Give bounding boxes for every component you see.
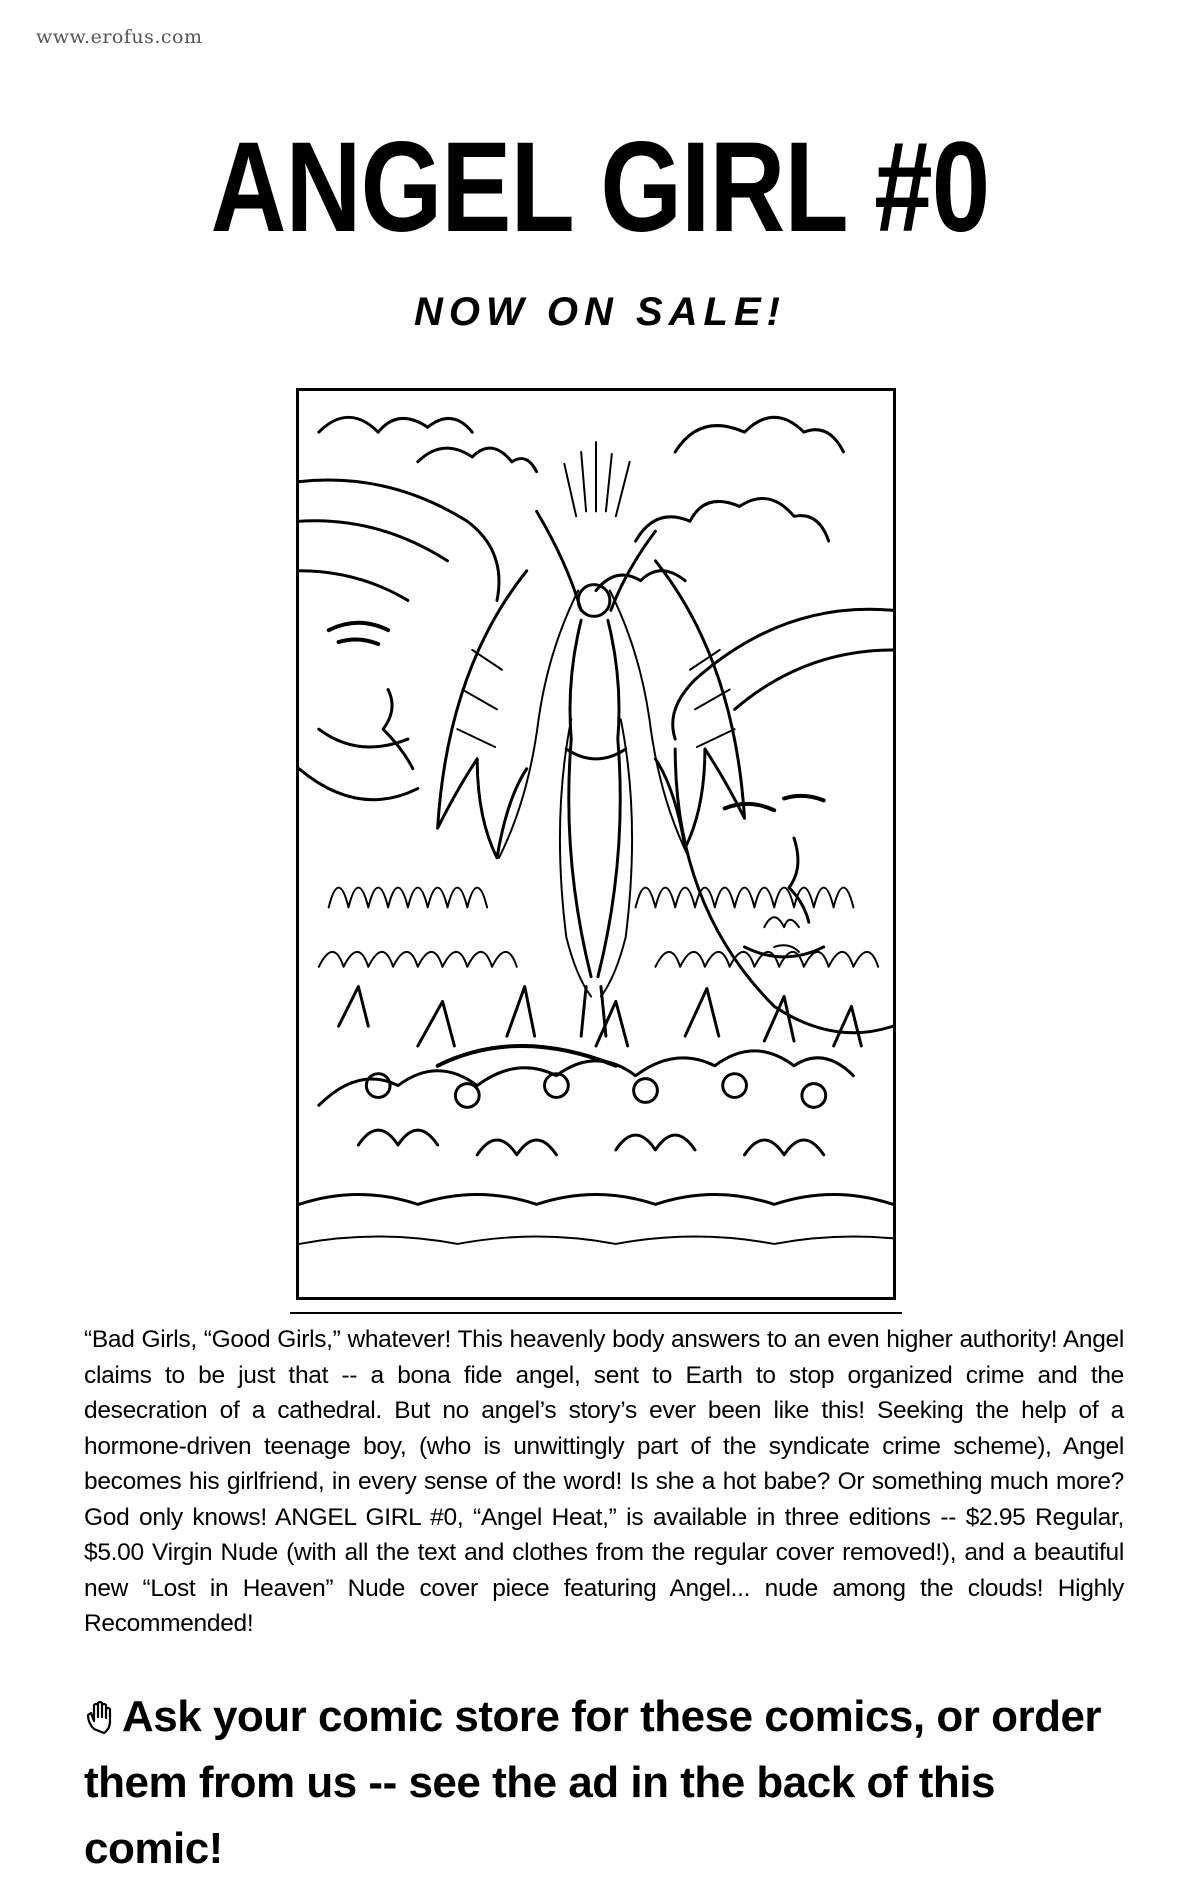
page-title: ANGEL GIRL #0 [210, 116, 990, 259]
cover-divider [290, 1312, 902, 1314]
pointing-hand-icon [84, 1699, 120, 1735]
watermark: www.erofus.com [36, 26, 203, 48]
call-to-action [84, 1684, 1124, 1882]
description-paragraph: “Bad Girls, “Good Girls,” whatever! This heavenly body answers to an even higher authority! Angel claims to be just that -- a bona fide angel, sent to Earth to stop organized crime and the desecration of a cathedral. But no angel’s story’s ever been like this! Seeking the help of a hormone-driven teenage boy, (who is unwittingly part of the syndicate crime scheme), Angel becomes his girlfriend, in every sense of the word! Is she a hot babe? Or something much more? God only knows! ANGEL GIRL #0, “Angel Heat,” is available in three editions -- $2.95 Regular, $5.00 Virgin Nude (with all the text and clothes from the regular cover removed!), and a beautiful new “Lost in Heaven” Nude cover piece featuring Angel... nude among the clouds! Highly Recommended! [84, 1326, 1124, 1637]
call-to-action-text: Ask your comic store for these comics, or order them from us -- see the ad in the back of this comic! [84, 1692, 1102, 1873]
angel-cover-illustration-icon [299, 391, 893, 1297]
sale-subtitle: NOW ON SALE! [414, 290, 786, 334]
cover-illustration [296, 388, 896, 1300]
